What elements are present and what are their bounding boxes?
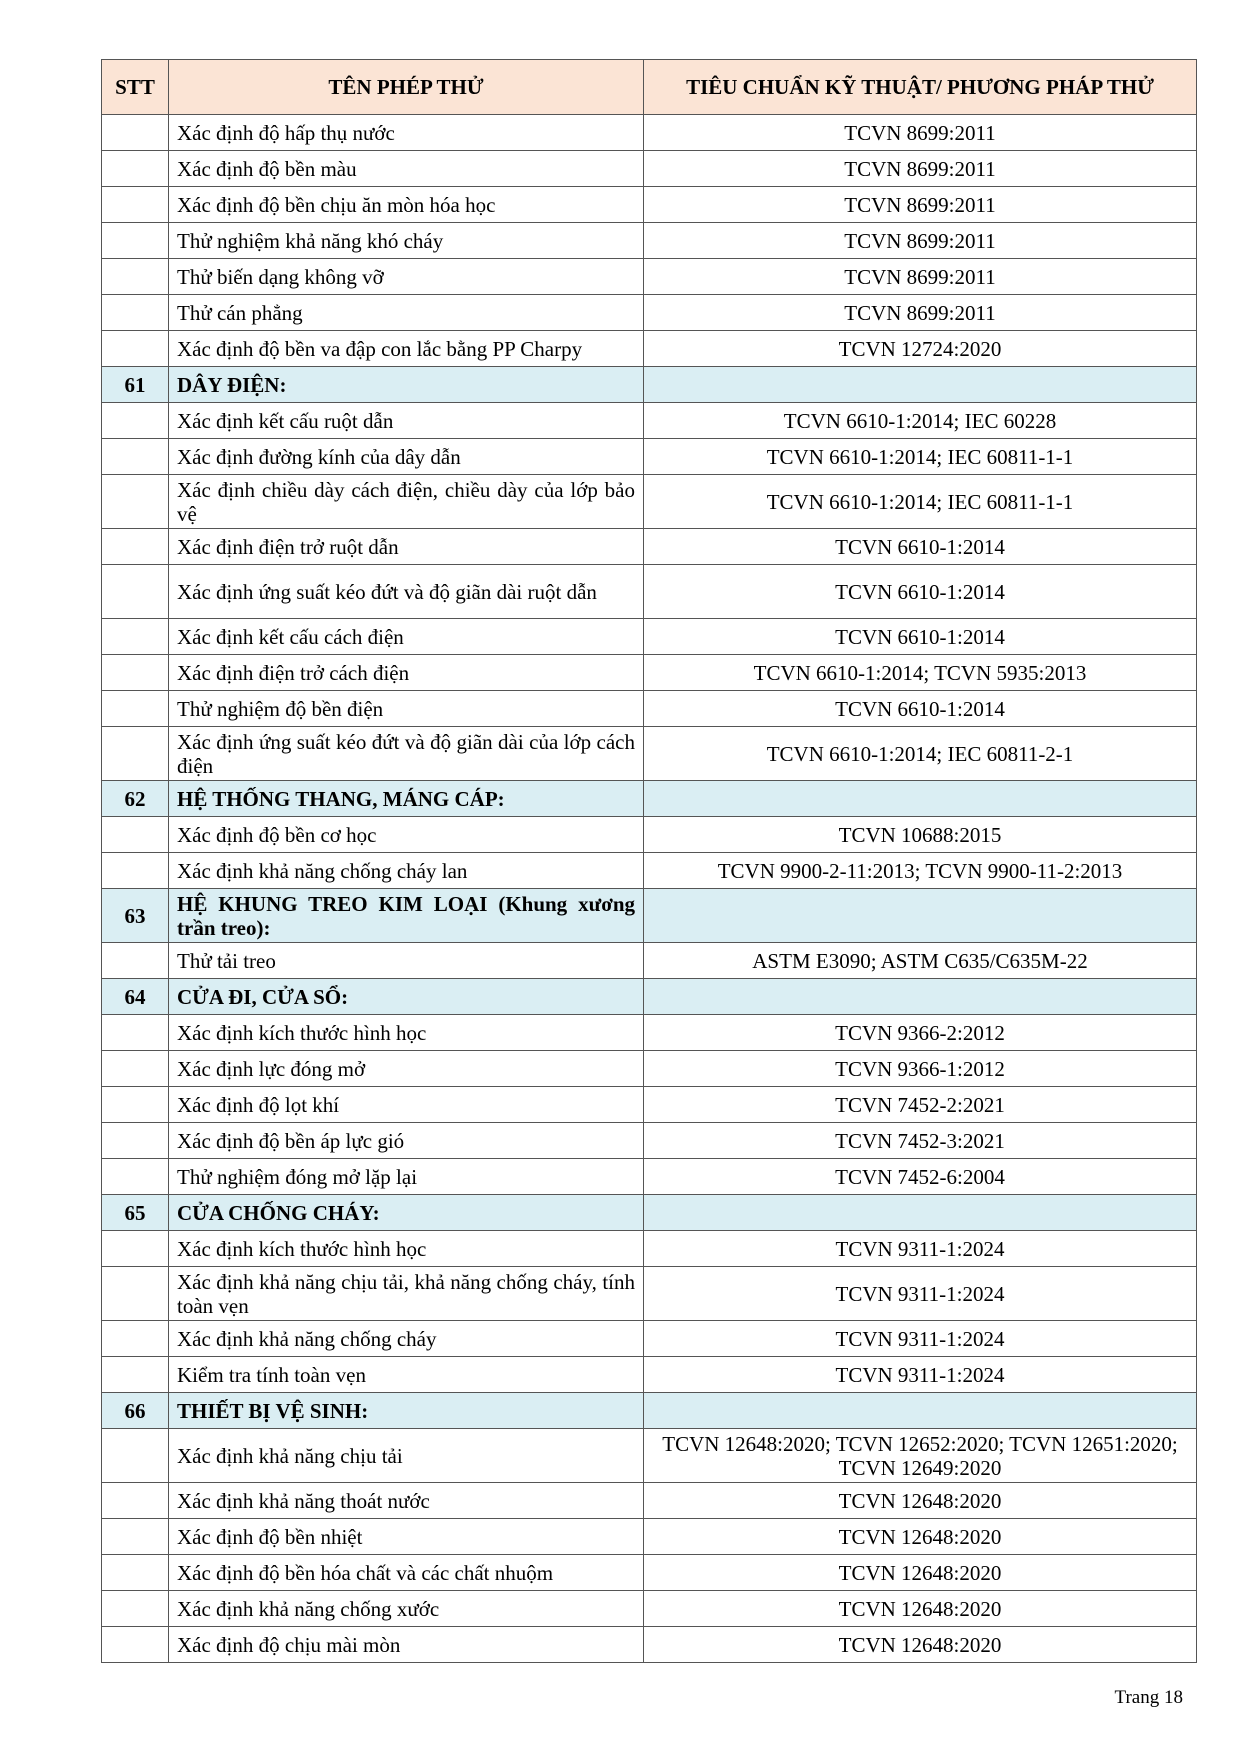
test-name: Xác định kích thước hình học xyxy=(169,1231,644,1267)
test-name: Xác định độ bền va đập con lắc bằng PP Charpy xyxy=(169,331,644,367)
test-name: Xác định độ bền hóa chất và các chất nhuộm xyxy=(169,1555,644,1591)
test-standard: TCVN 7452-3:2021 xyxy=(644,1123,1197,1159)
row-stt xyxy=(102,655,169,691)
table-row xyxy=(102,295,1197,331)
row-stt xyxy=(102,691,169,727)
test-name: Xác định kết cấu ruột dẫn xyxy=(169,403,644,439)
section-title: HỆ KHUNG TREO KIM LOẠI (Khung xương trần treo): xyxy=(169,889,644,943)
section-row xyxy=(102,781,1197,817)
test-name: Xác định độ bền màu xyxy=(169,151,644,187)
test-name: Xác định khả năng chống cháy lan xyxy=(169,853,644,889)
table-row xyxy=(102,727,1197,781)
test-name: Thử biến dạng không vỡ xyxy=(169,259,644,295)
test-standard: TCVN 9900-2-11:2013; TCVN 9900-11-2:2013 xyxy=(644,853,1197,889)
row-stt xyxy=(102,1519,169,1555)
row-stt xyxy=(102,1231,169,1267)
test-name: Xác định ứng suất kéo đứt và độ giãn dài của lớp cách điện xyxy=(169,727,644,781)
test-standard: TCVN 12648:2020 xyxy=(644,1483,1197,1519)
header-standard: TIÊU CHUẨN KỸ THUẬT/ PHƯƠNG PHÁP THỬ xyxy=(644,60,1197,115)
table-row xyxy=(102,1123,1197,1159)
table-row xyxy=(102,1627,1197,1663)
table-row xyxy=(102,529,1197,565)
test-standard: TCVN 12648:2020; TCVN 12652:2020; TCVN 12651:2020; TCVN 12649:2020 xyxy=(644,1429,1197,1483)
row-stt xyxy=(102,1429,169,1483)
test-standard: TCVN 12648:2020 xyxy=(644,1519,1197,1555)
test-name: Xác định khả năng thoát nước xyxy=(169,1483,644,1519)
test-standard: TCVN 6610-1:2014 xyxy=(644,529,1197,565)
row-stt xyxy=(102,1087,169,1123)
row-stt xyxy=(102,475,169,529)
table-row xyxy=(102,817,1197,853)
test-standard: TCVN 7452-6:2004 xyxy=(644,1159,1197,1195)
test-standard: TCVN 9311-1:2024 xyxy=(644,1321,1197,1357)
test-standard: ASTM E3090; ASTM C635/C635M-22 xyxy=(644,943,1197,979)
section-row xyxy=(102,889,1197,943)
test-name: Xác định độ hấp thụ nước xyxy=(169,115,644,151)
table-header-row xyxy=(102,60,1197,115)
row-stt xyxy=(102,295,169,331)
test-name: Thử tải treo xyxy=(169,943,644,979)
test-standard: TCVN 9366-1:2012 xyxy=(644,1051,1197,1087)
test-name: Xác định điện trở ruột dẫn xyxy=(169,529,644,565)
test-name: Xác định chiều dày cách điện, chiều dày của lớp bảo vệ xyxy=(169,475,644,529)
test-standards-table xyxy=(101,59,1197,1663)
row-stt: 63 xyxy=(102,889,169,943)
test-name: Xác định đường kính của dây dẫn xyxy=(169,439,644,475)
row-stt: 64 xyxy=(102,979,169,1015)
table-row xyxy=(102,1267,1197,1321)
test-standard xyxy=(644,367,1197,403)
row-stt xyxy=(102,403,169,439)
test-standard: TCVN 6610-1:2014 xyxy=(644,619,1197,655)
test-name: Xác định kết cấu cách điện xyxy=(169,619,644,655)
test-standard: TCVN 6610-1:2014; IEC 60811-2-1 xyxy=(644,727,1197,781)
test-standard: TCVN 12724:2020 xyxy=(644,331,1197,367)
test-name: Xác định độ chịu mài mòn xyxy=(169,1627,644,1663)
row-stt: 62 xyxy=(102,781,169,817)
test-name: Xác định độ bền cơ học xyxy=(169,817,644,853)
table-row xyxy=(102,259,1197,295)
section-row xyxy=(102,1393,1197,1429)
test-standard: TCVN 9311-1:2024 xyxy=(644,1267,1197,1321)
section-row xyxy=(102,1195,1197,1231)
test-standard: TCVN 6610-1:2014 xyxy=(644,565,1197,619)
table-row xyxy=(102,1159,1197,1195)
table-row xyxy=(102,1087,1197,1123)
test-standard: TCVN 12648:2020 xyxy=(644,1627,1197,1663)
section-title: CỬA CHỐNG CHÁY: xyxy=(169,1195,644,1231)
row-stt xyxy=(102,1267,169,1321)
table-row xyxy=(102,565,1197,619)
table-row xyxy=(102,1357,1197,1393)
table-row xyxy=(102,187,1197,223)
test-standard: TCVN 8699:2011 xyxy=(644,187,1197,223)
test-standard: TCVN 9311-1:2024 xyxy=(644,1231,1197,1267)
test-name: Xác định khả năng chịu tải, khả năng chống cháy, tính toàn vẹn xyxy=(169,1267,644,1321)
table-row xyxy=(102,1429,1197,1483)
section-title: HỆ THỐNG THANG, MÁNG CÁP: xyxy=(169,781,644,817)
test-name: Xác định khả năng chống xước xyxy=(169,1591,644,1627)
row-stt xyxy=(102,223,169,259)
row-stt xyxy=(102,1123,169,1159)
row-stt xyxy=(102,619,169,655)
table-row xyxy=(102,943,1197,979)
test-name: Xác định lực đóng mở xyxy=(169,1051,644,1087)
test-name: Xác định khả năng chống cháy xyxy=(169,1321,644,1357)
test-standard: TCVN 12648:2020 xyxy=(644,1591,1197,1627)
test-standard: TCVN 8699:2011 xyxy=(644,223,1197,259)
table-row xyxy=(102,115,1197,151)
test-standard: TCVN 6610-1:2014; TCVN 5935:2013 xyxy=(644,655,1197,691)
table-row xyxy=(102,1483,1197,1519)
table-body xyxy=(102,115,1197,1663)
test-name: Xác định độ bền chịu ăn mòn hóa học xyxy=(169,187,644,223)
test-standard: TCVN 9311-1:2024 xyxy=(644,1357,1197,1393)
test-standard xyxy=(644,979,1197,1015)
page-number: Trang 18 xyxy=(1114,1687,1183,1708)
test-standard: TCVN 8699:2011 xyxy=(644,295,1197,331)
section-title: CỬA ĐI, CỬA SỔ: xyxy=(169,979,644,1015)
test-standard xyxy=(644,889,1197,943)
table-row xyxy=(102,223,1197,259)
row-stt xyxy=(102,853,169,889)
row-stt xyxy=(102,943,169,979)
row-stt: 66 xyxy=(102,1393,169,1429)
test-standard: TCVN 6610-1:2014; IEC 60811-1-1 xyxy=(644,475,1197,529)
row-stt xyxy=(102,259,169,295)
row-stt xyxy=(102,151,169,187)
row-stt xyxy=(102,1015,169,1051)
test-name: Thử nghiệm độ bền điện xyxy=(169,691,644,727)
table-row xyxy=(102,475,1197,529)
test-standard: TCVN 6610-1:2014; IEC 60811-1-1 xyxy=(644,439,1197,475)
test-name: Thử cán phẳng xyxy=(169,295,644,331)
row-stt: 65 xyxy=(102,1195,169,1231)
row-stt xyxy=(102,817,169,853)
test-standard: TCVN 8699:2011 xyxy=(644,259,1197,295)
test-name: Thử nghiệm khả năng khó cháy xyxy=(169,223,644,259)
table-row xyxy=(102,619,1197,655)
table-row xyxy=(102,439,1197,475)
table-row xyxy=(102,1321,1197,1357)
test-standard: TCVN 9366-2:2012 xyxy=(644,1015,1197,1051)
test-name: Xác định kích thước hình học xyxy=(169,1015,644,1051)
table-row xyxy=(102,1591,1197,1627)
test-name: Xác định khả năng chịu tải xyxy=(169,1429,644,1483)
test-name: Xác định độ bền nhiệt xyxy=(169,1519,644,1555)
row-stt xyxy=(102,331,169,367)
row-stt xyxy=(102,187,169,223)
section-title: DÂY ĐIỆN: xyxy=(169,367,644,403)
table-row xyxy=(102,403,1197,439)
table-row xyxy=(102,853,1197,889)
row-stt xyxy=(102,439,169,475)
test-name: Xác định độ lọt khí xyxy=(169,1087,644,1123)
test-standard: TCVN 7452-2:2021 xyxy=(644,1087,1197,1123)
row-stt xyxy=(102,1555,169,1591)
section-title: THIẾT BỊ VỆ SINH: xyxy=(169,1393,644,1429)
test-standard xyxy=(644,1393,1197,1429)
row-stt xyxy=(102,1483,169,1519)
table-row xyxy=(102,151,1197,187)
table-row xyxy=(102,1555,1197,1591)
row-stt xyxy=(102,1159,169,1195)
table-row xyxy=(102,1051,1197,1087)
row-stt xyxy=(102,1627,169,1663)
table-row xyxy=(102,655,1197,691)
test-name: Xác định độ bền áp lực gió xyxy=(169,1123,644,1159)
row-stt: 61 xyxy=(102,367,169,403)
row-stt xyxy=(102,1357,169,1393)
row-stt xyxy=(102,529,169,565)
test-standard: TCVN 8699:2011 xyxy=(644,151,1197,187)
test-standard xyxy=(644,1195,1197,1231)
test-name: Xác định ứng suất kéo đứt và độ giãn dài ruột dẫn xyxy=(169,565,644,619)
table-row xyxy=(102,691,1197,727)
test-standard: TCVN 8699:2011 xyxy=(644,115,1197,151)
table-row xyxy=(102,331,1197,367)
test-name: Kiểm tra tính toàn vẹn xyxy=(169,1357,644,1393)
test-standard: TCVN 10688:2015 xyxy=(644,817,1197,853)
test-standard xyxy=(644,781,1197,817)
header-stt: STT xyxy=(102,60,169,115)
test-standard: TCVN 6610-1:2014; IEC 60228 xyxy=(644,403,1197,439)
row-stt xyxy=(102,1591,169,1627)
test-standard: TCVN 6610-1:2014 xyxy=(644,691,1197,727)
header-test-name: TÊN PHÉP THỬ xyxy=(169,60,644,115)
section-row xyxy=(102,367,1197,403)
row-stt xyxy=(102,727,169,781)
table-row xyxy=(102,1015,1197,1051)
row-stt xyxy=(102,1321,169,1357)
section-row xyxy=(102,979,1197,1015)
table-row xyxy=(102,1231,1197,1267)
test-name: Thử nghiệm đóng mở lặp lại xyxy=(169,1159,644,1195)
table-row xyxy=(102,1519,1197,1555)
row-stt xyxy=(102,565,169,619)
test-name: Xác định điện trở cách điện xyxy=(169,655,644,691)
test-standard: TCVN 12648:2020 xyxy=(644,1555,1197,1591)
row-stt xyxy=(102,1051,169,1087)
row-stt xyxy=(102,115,169,151)
